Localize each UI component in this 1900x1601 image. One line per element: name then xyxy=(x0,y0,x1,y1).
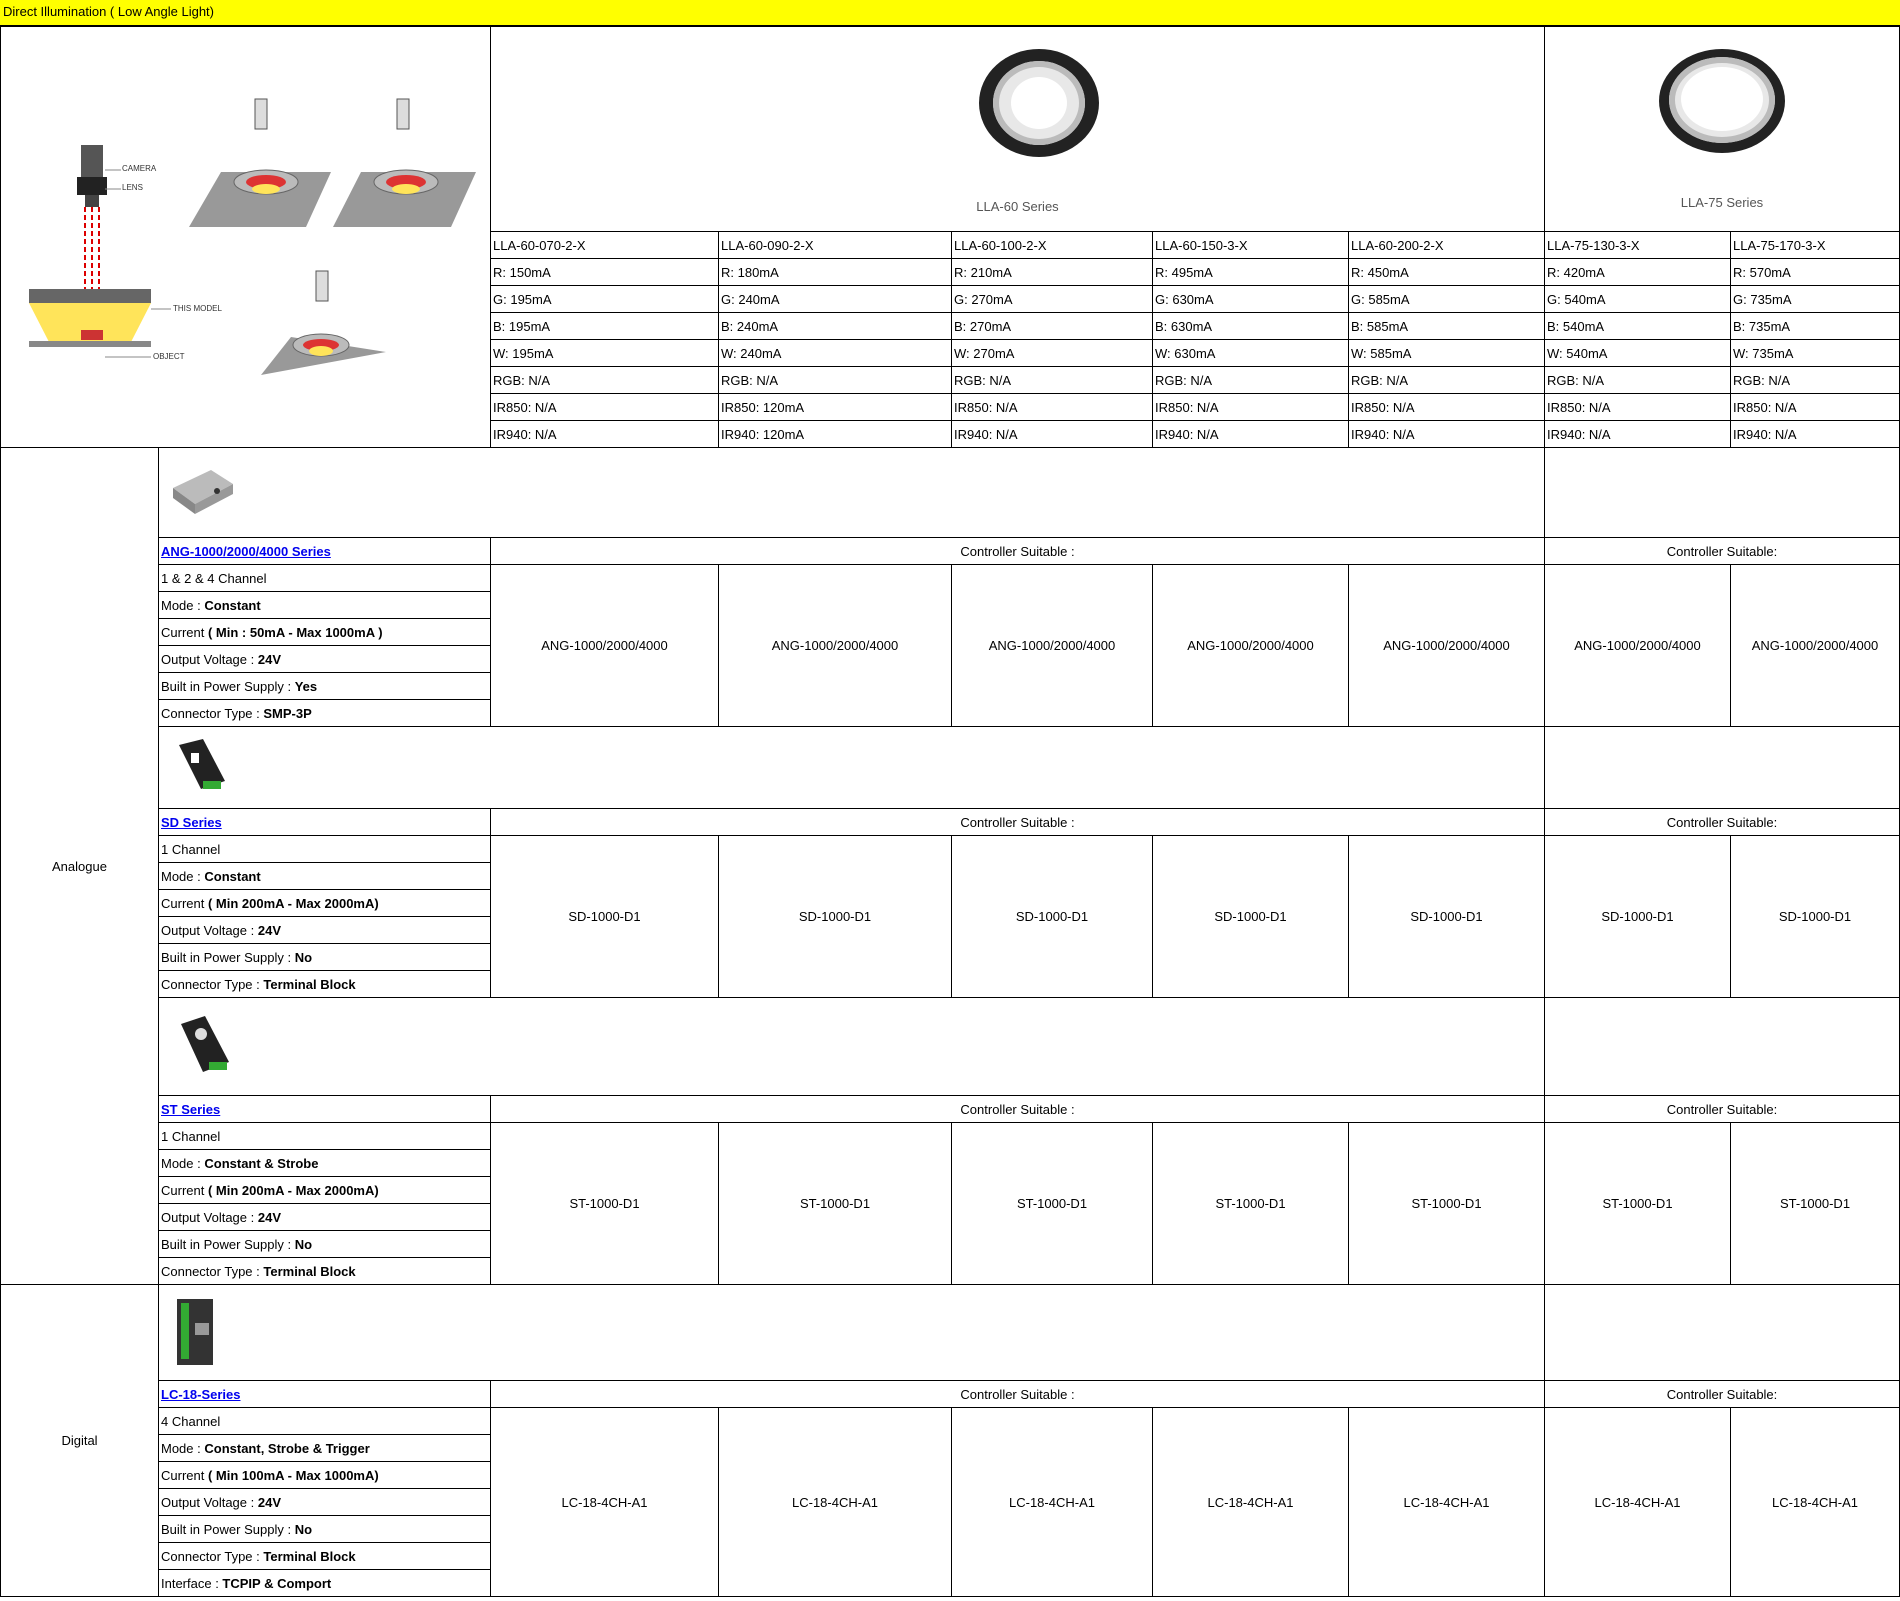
controller-suitable-label: Controller Suitable : xyxy=(491,809,1545,836)
spec-value: ( Min 100mA - Max 1000mA) xyxy=(207,1467,379,1483)
compatible-controller-model: ANG-1000/2000/4000 xyxy=(1545,565,1731,727)
compatible-controller-model: ST-1000-D1 xyxy=(491,1123,719,1285)
spec-value: 24V xyxy=(257,651,281,667)
spec-label: Current xyxy=(161,895,208,911)
controller-suitable-label: Controller Suitable: xyxy=(1545,1381,1900,1408)
current-value: G: 630mA xyxy=(1153,286,1349,313)
controller-spec xyxy=(159,1231,491,1258)
group-digital: Digital xyxy=(1,1285,159,1597)
sheet-title: Direct Illumination ( Low Angle Light) xyxy=(0,0,1900,26)
controller-series-link[interactable]: ST Series xyxy=(161,1101,221,1117)
current-value: IR940: N/A xyxy=(1349,421,1545,448)
compatible-controller-model: ST-1000-D1 xyxy=(1545,1123,1731,1285)
current-value: B: 270mA xyxy=(952,313,1153,340)
compatible-controller-model: ST-1000-D1 xyxy=(1349,1123,1545,1285)
spec-label: 4 Channel xyxy=(161,1413,221,1429)
controller-spec xyxy=(159,1204,491,1231)
controller-spec xyxy=(159,646,491,673)
controller-suitable-label: Controller Suitable : xyxy=(491,1096,1545,1123)
spec-value: ( Min 200mA - Max 2000mA) xyxy=(207,1182,379,1198)
controller-spec xyxy=(159,592,491,619)
compatible-controller-model: ST-1000-D1 xyxy=(952,1123,1153,1285)
current-value: R: 450mA xyxy=(1349,259,1545,286)
current-value: G: 240mA xyxy=(719,286,952,313)
spec-label: Built in Power Supply : xyxy=(161,1236,295,1252)
spec-label: Mode : xyxy=(161,868,205,884)
current-value: IR850: 120mA xyxy=(719,394,952,421)
lla60-series-label: LLA-60 Series xyxy=(976,199,1059,214)
controller-image xyxy=(167,458,237,518)
controller-series-cell xyxy=(159,1096,491,1123)
spec-label: Output Voltage : xyxy=(161,651,258,667)
current-value: R: 150mA xyxy=(491,259,719,286)
current-value: IR850: N/A xyxy=(1349,394,1545,421)
spec-label: 1 Channel xyxy=(161,841,221,857)
controller-spec xyxy=(159,1435,491,1462)
controller-image-spacer xyxy=(1545,448,1900,538)
spec-label: Output Voltage : xyxy=(161,922,258,938)
current-value: R: 570mA xyxy=(1731,259,1900,286)
spec-value: Constant xyxy=(204,597,261,613)
compatible-controller-model: LC-18-4CH-A1 xyxy=(952,1408,1153,1597)
controller-image-cell xyxy=(159,1285,1545,1381)
spec-value: Constant, Strobe & Trigger xyxy=(204,1440,370,1456)
spec-label: 1 & 2 & 4 Channel xyxy=(161,570,267,586)
compatible-controller-model: SD-1000-D1 xyxy=(1153,836,1349,998)
current-value: RGB: N/A xyxy=(1731,367,1900,394)
controller-spec xyxy=(159,673,491,700)
controller-spec xyxy=(159,1489,491,1516)
controller-image-cell xyxy=(159,448,1545,538)
current-value: R: 180mA xyxy=(719,259,952,286)
compatible-controller-model: ST-1000-D1 xyxy=(1731,1123,1900,1285)
current-value: B: 195mA xyxy=(491,313,719,340)
current-value: B: 585mA xyxy=(1349,313,1545,340)
controller-spec xyxy=(159,1516,491,1543)
controller-suitable-label: Controller Suitable: xyxy=(1545,1096,1900,1123)
controller-suitable-label: Controller Suitable: xyxy=(1545,809,1900,836)
current-value: G: 540mA xyxy=(1545,286,1731,313)
controller-spec xyxy=(159,619,491,646)
diagram-label-model: THIS MODEL xyxy=(173,304,222,313)
spec-value: No xyxy=(294,1236,313,1252)
current-value: B: 630mA xyxy=(1153,313,1349,340)
current-value: IR940: N/A xyxy=(491,421,719,448)
compatible-controller-model: ST-1000-D1 xyxy=(1153,1123,1349,1285)
compatible-controller-model: LC-18-4CH-A1 xyxy=(1731,1408,1900,1597)
controller-spec xyxy=(159,1177,491,1204)
spec-label: Built in Power Supply : xyxy=(161,1521,295,1537)
spec-label: Mode : xyxy=(161,597,205,613)
spec-label: Built in Power Supply : xyxy=(161,678,295,694)
spec-label: Mode : xyxy=(161,1440,205,1456)
model-name: LLA-60-200-2-X xyxy=(1349,232,1545,259)
current-value: RGB: N/A xyxy=(1545,367,1731,394)
current-value: R: 210mA xyxy=(952,259,1153,286)
compatible-controller-model: SD-1000-D1 xyxy=(719,836,952,998)
spec-value: 24V xyxy=(257,1494,281,1510)
current-value: RGB: N/A xyxy=(1349,367,1545,394)
controller-spec xyxy=(159,836,491,863)
compatible-controller-model: LC-18-4CH-A1 xyxy=(719,1408,952,1597)
controller-spec xyxy=(159,1462,491,1489)
model-name: LLA-75-170-3-X xyxy=(1731,232,1900,259)
spec-label: Connector Type : xyxy=(161,1548,264,1564)
spec-value: No xyxy=(294,949,313,965)
controller-image-spacer xyxy=(1545,998,1900,1096)
current-value: IR850: N/A xyxy=(1731,394,1900,421)
spec-value: 24V xyxy=(257,922,281,938)
current-value: IR850: N/A xyxy=(952,394,1153,421)
current-value: R: 420mA xyxy=(1545,259,1731,286)
ring-light-image xyxy=(979,49,1099,157)
controller-series-cell xyxy=(159,809,491,836)
controller-series-link[interactable]: SD Series xyxy=(161,814,222,830)
model-name: LLA-60-100-2-X xyxy=(952,232,1153,259)
current-value: IR940: 120mA xyxy=(719,421,952,448)
compatible-controller-model: LC-18-4CH-A1 xyxy=(1545,1408,1731,1597)
controller-spec xyxy=(159,1150,491,1177)
controller-image xyxy=(173,1010,233,1085)
controller-series-link[interactable]: LC-18-Series xyxy=(161,1386,241,1402)
compatible-controller-model: ANG-1000/2000/4000 xyxy=(952,565,1153,727)
controller-series-cell xyxy=(159,538,491,565)
current-value: G: 195mA xyxy=(491,286,719,313)
current-value: RGB: N/A xyxy=(491,367,719,394)
compatible-controller-model: SD-1000-D1 xyxy=(952,836,1153,998)
current-value: IR850: N/A xyxy=(1545,394,1731,421)
spec-label: Current xyxy=(161,1182,208,1198)
current-value: B: 540mA xyxy=(1545,313,1731,340)
controller-spec xyxy=(159,1408,491,1435)
current-value: W: 270mA xyxy=(952,340,1153,367)
current-value: W: 630mA xyxy=(1153,340,1349,367)
current-value: R: 495mA xyxy=(1153,259,1349,286)
current-value: W: 735mA xyxy=(1731,340,1900,367)
controller-image xyxy=(169,735,229,805)
controller-series-link[interactable]: ANG-1000/2000/4000 Series xyxy=(161,543,331,559)
current-value: IR850: N/A xyxy=(491,394,719,421)
compatible-controller-model: ANG-1000/2000/4000 xyxy=(1153,565,1349,727)
diagram-label-lens: LENS xyxy=(122,183,143,192)
controller-series-cell xyxy=(159,1381,491,1408)
current-value: G: 735mA xyxy=(1731,286,1900,313)
controller-suitable-label: Controller Suitable: xyxy=(1545,538,1900,565)
model-name: LLA-60-070-2-X xyxy=(491,232,719,259)
controller-spec xyxy=(159,944,491,971)
controller-image-cell xyxy=(159,727,1545,809)
current-value: RGB: N/A xyxy=(1153,367,1349,394)
spec-value: Constant xyxy=(204,868,261,884)
controller-spec xyxy=(159,1543,491,1570)
spec-label: Built in Power Supply : xyxy=(161,949,295,965)
compatible-controller-model: LC-18-4CH-A1 xyxy=(1349,1408,1545,1597)
current-value: IR940: N/A xyxy=(1153,421,1349,448)
spec-label: Output Voltage : xyxy=(161,1494,258,1510)
spec-value: Terminal Block xyxy=(263,976,356,992)
controller-spec xyxy=(159,971,491,998)
current-value: IR850: N/A xyxy=(1153,394,1349,421)
camera-icon xyxy=(77,145,107,207)
spec-value: 24V xyxy=(257,1209,281,1225)
spec-value: TCPIP & Comport xyxy=(222,1575,332,1591)
current-value: G: 585mA xyxy=(1349,286,1545,313)
product-table xyxy=(0,26,1900,1597)
spec-value: No xyxy=(294,1521,313,1537)
controller-suitable-label: Controller Suitable : xyxy=(491,1381,1545,1408)
spec-value: ( Min 200mA - Max 2000mA) xyxy=(207,895,379,911)
controller-spec xyxy=(159,565,491,592)
setup-illustration-2 xyxy=(333,99,476,227)
diagram-label-object: OBJECT xyxy=(153,352,185,361)
controller-spec xyxy=(159,1123,491,1150)
current-value: IR940: N/A xyxy=(952,421,1153,448)
spec-label: Mode : xyxy=(161,1155,205,1171)
spec-label: 1 Channel xyxy=(161,1128,221,1144)
compatible-controller-model: LC-18-4CH-A1 xyxy=(491,1408,719,1597)
controller-image-spacer xyxy=(1545,1285,1900,1381)
current-value: W: 540mA xyxy=(1545,340,1731,367)
compatible-controller-model: ANG-1000/2000/4000 xyxy=(1731,565,1900,727)
controller-spec xyxy=(159,1258,491,1285)
current-value: IR940: N/A xyxy=(1545,421,1731,448)
current-value: B: 240mA xyxy=(719,313,952,340)
controller-spec xyxy=(159,1570,491,1597)
setup-illustration-1 xyxy=(189,99,331,227)
controller-spec xyxy=(159,917,491,944)
compatible-controller-model: SD-1000-D1 xyxy=(1545,836,1731,998)
ring-light-image xyxy=(1659,49,1785,153)
current-value: W: 195mA xyxy=(491,340,719,367)
compatible-controller-model: SD-1000-D1 xyxy=(491,836,719,998)
current-value: G: 270mA xyxy=(952,286,1153,313)
compatible-controller-model: LC-18-4CH-A1 xyxy=(1153,1408,1349,1597)
spec-value: ( Min : 50mA - Max 1000mA ) xyxy=(207,624,383,640)
spec-value: Terminal Block xyxy=(263,1548,356,1564)
compatible-controller-model: ANG-1000/2000/4000 xyxy=(719,565,952,727)
compatible-controller-model: ST-1000-D1 xyxy=(719,1123,952,1285)
lla75-product-cell xyxy=(1545,27,1900,232)
current-value: B: 735mA xyxy=(1731,313,1900,340)
current-value: RGB: N/A xyxy=(719,367,952,394)
current-value: RGB: N/A xyxy=(952,367,1153,394)
controller-spec xyxy=(159,863,491,890)
spec-value: Constant & Strobe xyxy=(204,1155,319,1171)
setup-illustration-3 xyxy=(261,271,386,375)
controller-image xyxy=(173,1293,223,1373)
controller-image-cell xyxy=(159,998,1545,1096)
group-analogue: Analogue xyxy=(1,448,159,1285)
compatible-controller-model: SD-1000-D1 xyxy=(1731,836,1900,998)
compatible-controller-model: ANG-1000/2000/4000 xyxy=(1349,565,1545,727)
controller-image-spacer xyxy=(1545,727,1900,809)
model-name: LLA-60-150-3-X xyxy=(1153,232,1349,259)
lla60-product-cell xyxy=(491,27,1545,232)
current-value: IR940: N/A xyxy=(1731,421,1900,448)
spec-label: Connector Type : xyxy=(161,705,264,721)
spec-label: Connector Type : xyxy=(161,1263,264,1279)
controller-spec xyxy=(159,700,491,727)
spec-label: Current xyxy=(161,1467,208,1483)
current-value: W: 240mA xyxy=(719,340,952,367)
model-name: LLA-60-090-2-X xyxy=(719,232,952,259)
spec-label: Output Voltage : xyxy=(161,1209,258,1225)
spec-label: Interface : xyxy=(161,1575,223,1591)
spec-value: Terminal Block xyxy=(263,1263,356,1279)
compatible-controller-model: SD-1000-D1 xyxy=(1349,836,1545,998)
diagram-label-camera: CAMERA xyxy=(122,164,157,173)
spec-label: Connector Type : xyxy=(161,976,264,992)
illumination-diagram xyxy=(1,27,491,448)
model-name: LLA-75-130-3-X xyxy=(1545,232,1731,259)
spec-value: SMP-3P xyxy=(263,705,312,721)
compatible-controller-model: ANG-1000/2000/4000 xyxy=(491,565,719,727)
current-value: W: 585mA xyxy=(1349,340,1545,367)
controller-suitable-label: Controller Suitable : xyxy=(491,538,1545,565)
lla75-series-label: LLA-75 Series xyxy=(1680,195,1764,210)
spec-value: Yes xyxy=(294,678,318,694)
spec-label: Current xyxy=(161,624,208,640)
controller-spec xyxy=(159,890,491,917)
